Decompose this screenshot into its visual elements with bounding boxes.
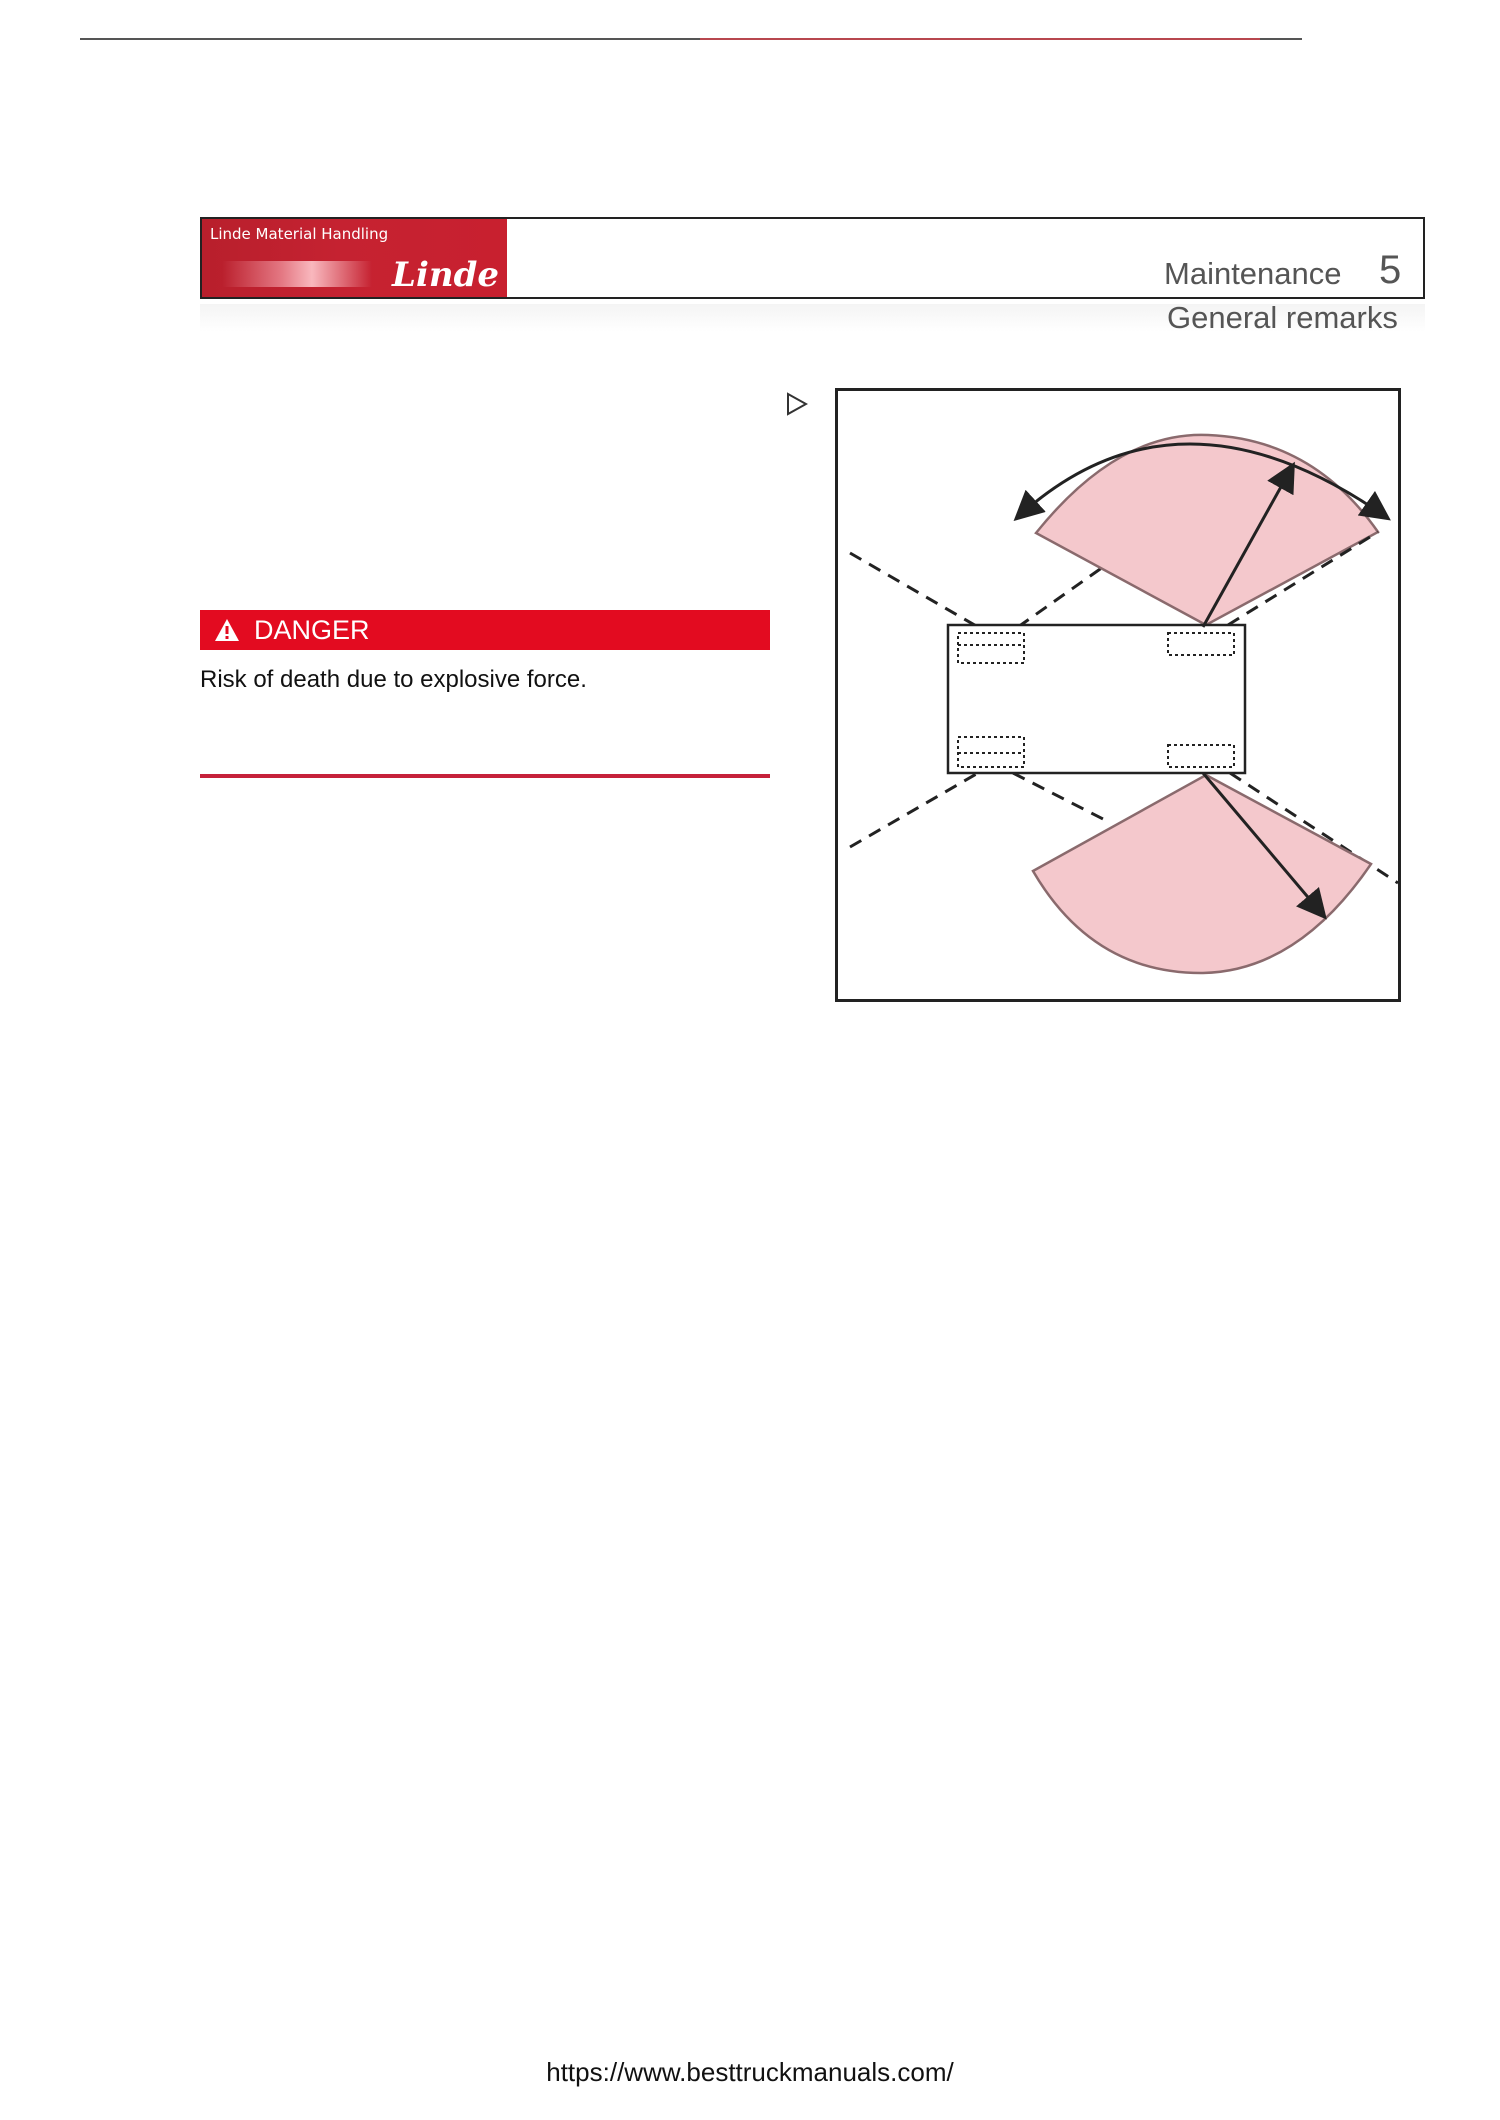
logo-company-name: Linde Material Handling <box>210 225 389 243</box>
danger-notice <box>200 610 770 694</box>
truck-outline <box>948 625 1245 773</box>
footer-url[interactable]: https://www.besttruckmanuals.com/ <box>546 2057 954 2087</box>
danger-label: DANGER <box>254 614 370 645</box>
danger-bottom-rule <box>200 774 770 778</box>
danger-header <box>200 610 770 650</box>
boundary-line <box>1018 567 1103 627</box>
boundary-line <box>850 773 978 847</box>
logo-wordmark: Linde <box>392 255 499 295</box>
danger-zone-diagram <box>838 391 1398 999</box>
play-triangle-icon <box>786 392 808 416</box>
section-subtitle: General remarks <box>1167 300 1398 335</box>
upper-danger-zone <box>1036 435 1378 625</box>
section-number: 5 <box>1379 248 1402 292</box>
section-title: Maintenance <box>1164 256 1342 291</box>
boundary-line <box>850 553 978 627</box>
warning-triangle-icon <box>214 618 240 642</box>
top-rule-accent <box>700 38 1260 40</box>
lower-danger-zone <box>1033 775 1371 973</box>
danger-text: Risk of death due to explosive force. <box>200 666 587 693</box>
danger-zone-figure <box>835 388 1401 1002</box>
boundary-line <box>1013 773 1103 819</box>
linde-logo <box>202 219 507 297</box>
